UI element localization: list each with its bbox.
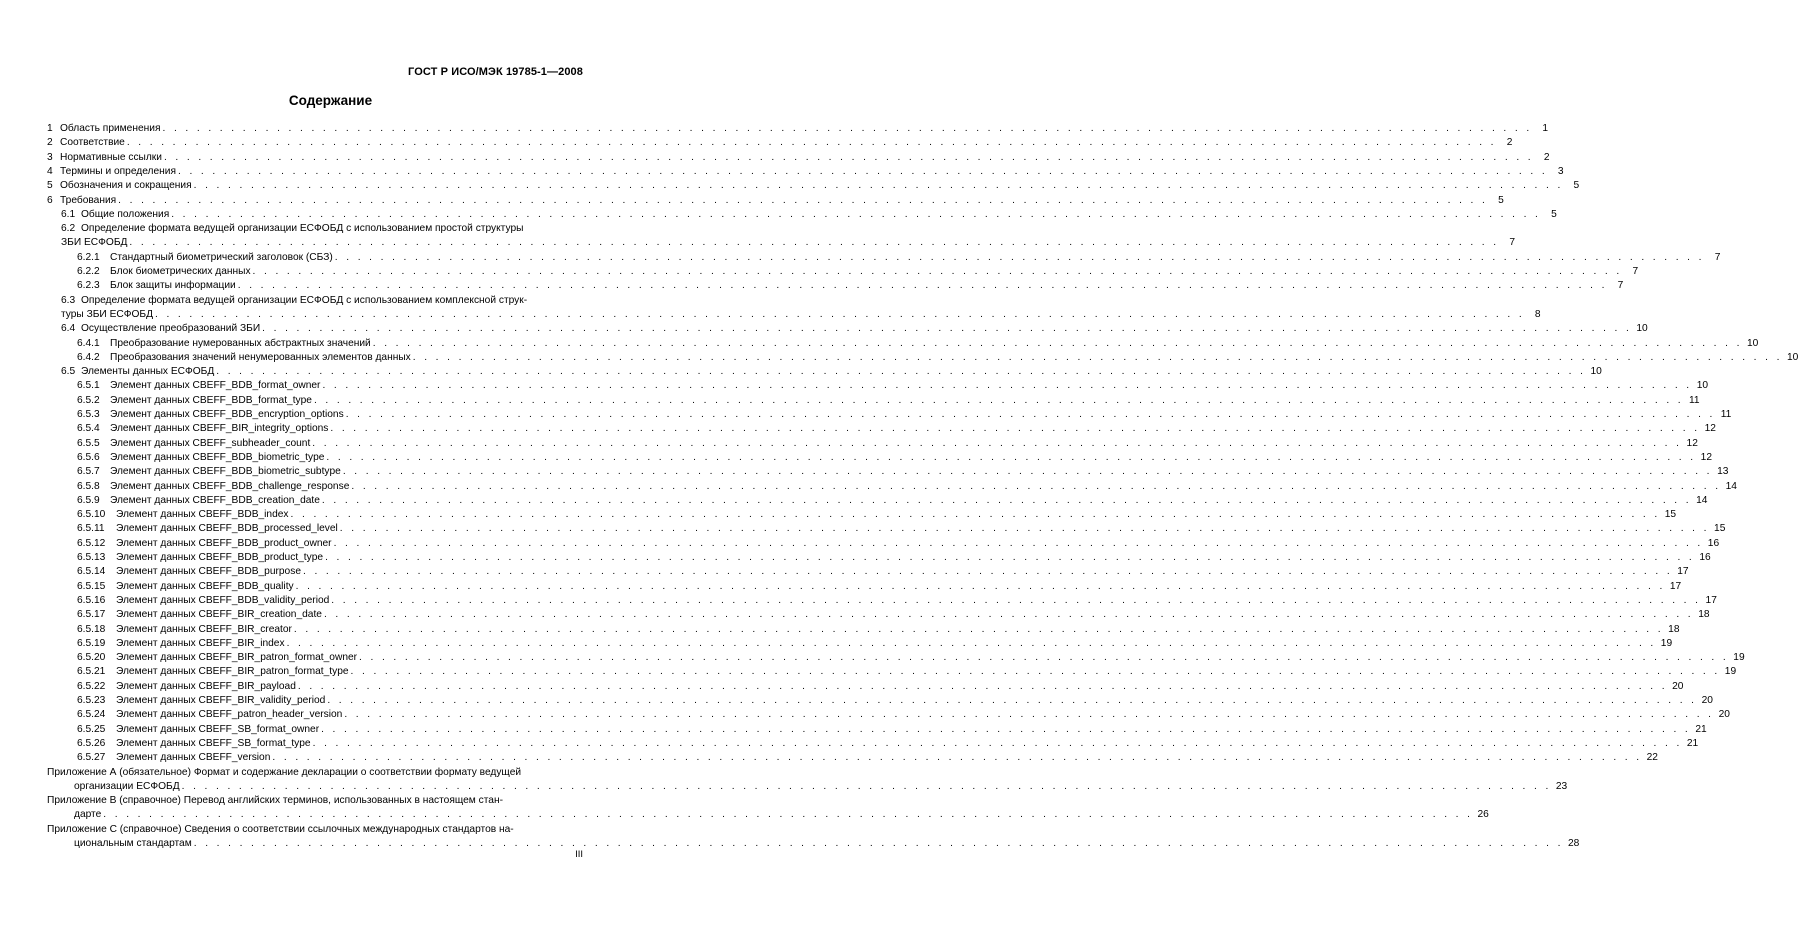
toc-entry-number: 6.5.7 [77, 466, 100, 478]
toc-entry[interactable] [0, 665, 1737, 679]
toc-entry-title: Определение формата ведущей организации ЕСФОБД с использованием простой структуры [81, 223, 524, 235]
toc-entry-title-continuation: ЗБИ ЕСФОБД [61, 237, 128, 249]
toc-entry[interactable] [0, 565, 1689, 579]
toc-entry-number: 6.5.14 [77, 566, 106, 578]
leader-dots: . . . . . . . . . . . . . . . . . . . . . . . . . . . . . . . . . . . . . . . . . . . . . . . . . . . . . . . . . . . . . . . . . . . . . . . . . . . . . . . . . . . . . . . . . . . . . . . . . . . . . . . . . . . . . . . . . . . . . . . . [272, 752, 1642, 764]
leader-dots: . . . . . . . . . . . . . . . . . . . . . . . . . . . . . . . . . . . . . . . . . . . . . . . . . . . . . . . . . . . . . . . . . . . . . . . . . . . . . . . . . . . . . . . . . . . . . . . . . . . . . . . . . . . . . . . . . . . . . . . . [129, 237, 1499, 249]
toc-entry-page: 17 [1705, 594, 1717, 606]
leader-dots: . . . . . . . . . . . . . . . . . . . . . . . . . . . . . . . . . . . . . . . . . . . . . . . . . . . . . . . . . . . . . . . . . . . . . . . . . . . . . . . . . . . . . . . . . . . . . . . . . . . . . . . . . . . . . . . . . . . . . . . . [321, 723, 1691, 735]
leader-dots: . . . . . . . . . . . . . . . . . . . . . . . . . . . . . . . . . . . . . . . . . . . . . . . . . . . . . . . . . . . . . . . . . . . . . . . . . . . . . . . . . . . . . . . . . . . . . . . . . . . . . . . . . . . . . . . . . . . . . . . . [334, 251, 1705, 263]
toc-entry-page: 10 [1786, 351, 1798, 363]
toc-entry-title: Элемент данных CBEFF_BDB_format_type [110, 394, 312, 406]
toc-entry[interactable] [0, 494, 1708, 508]
leader-dots: . . . . . . . . . . . . . . . . . . . . . . . . . . . . . . . . . . . . . . . . . . . . . . . . . . . . . . . . . . . . . . . . . . . . . . . . . . . . . . . . . . . . . . . . . . . . . . . . . . . . . . . . . . . . . . . . . . . . . . . . [351, 480, 1721, 492]
toc-entry-number: 6.4.1 [77, 337, 100, 349]
toc-entry-number: 6.5.21 [77, 666, 106, 678]
toc-entry[interactable] [0, 451, 1712, 465]
toc-entry-title: Приложение В (справочное) Перевод английских терминов, использованных в настоящем стан- [47, 795, 503, 807]
toc-entry-continuation[interactable] [0, 308, 1541, 322]
toc-entry[interactable] [0, 708, 1730, 722]
toc-entry-title: Требования [60, 194, 117, 206]
leader-dots: . . . . . . . . . . . . . . . . . . . . . . . . . . . . . . . . . . . . . . . . . . . . . . . . . . . . . . . . . . . . . . . . . . . . . . . . . . . . . . . . . . . . . . . . . . . . . . . . . . . . . . . . . . . . . . . . . . . . . . . . [216, 366, 1586, 378]
leader-dots: . . . . . . . . . . . . . . . . . . . . . . . . . . . . . . . . . . . . . . . . . . . . . . . . . . . . . . . . . . . . . . . . . . . . . . . . . . . . . . . . . . . . . . . . . . . . . . . . . . . . . . . . . . . . . . . . . . . . . . . . [372, 337, 1743, 349]
toc-entry-title: Элемент данных CBEFF_BDB_creation_date [110, 494, 320, 506]
toc-entry-title: Элемент данных CBEFF_BDB_quality [116, 580, 294, 592]
toc-entry-number: 6.5 [61, 366, 76, 378]
toc-entry[interactable] [0, 580, 1682, 594]
toc-entry-page: 10 [1746, 337, 1759, 349]
toc-entry[interactable] [0, 465, 1729, 479]
toc-entry-number: 6.5.27 [77, 752, 106, 764]
toc-entry-page: 13 [1717, 466, 1729, 478]
toc-entry-page: 16 [1707, 537, 1720, 549]
toc-entry-page: 28 [1567, 838, 1580, 849]
toc-entry-continuation[interactable] [0, 837, 1580, 851]
toc-entry-title: Общие положения [81, 208, 170, 220]
toc-entry-title: Элемент данных CBEFF_BDB_encryption_options [110, 409, 344, 420]
toc-entry-title: Элемент данных CBEFF_BIR_creation_date [116, 609, 322, 621]
toc-entry-number: 6.4.2 [77, 351, 100, 363]
toc-entry-number: 6.5.11 [77, 523, 105, 535]
toc-entry-number: 6.2.3 [77, 280, 100, 292]
toc-entry-number: 6.5.12 [77, 537, 106, 549]
leader-dots: . . . . . . . . . . . . . . . . . . . . . . . . . . . . . . . . . . . . . . . . . . . . . . . . . . . . . . . . . . . . . . . . . . . . . . . . . . . . . . . . . . . . . . . . . . . . . . . . . . . . . . . . . . . . . . . . . . . . . . . . [331, 594, 1701, 606]
toc-entry[interactable] [0, 594, 1717, 608]
toc-entry-page: 7 [1714, 251, 1721, 263]
toc-entry-title: Термины и определения [60, 165, 176, 177]
toc-entry-page: 12 [1700, 451, 1712, 463]
toc-entry-number: 6 [47, 194, 53, 206]
toc-entry-page: 7 [1509, 237, 1515, 249]
toc-entry-number: 6.2.2 [77, 266, 100, 277]
leader-dots: . . . . . . . . . . . . . . . . . . . . . . . . . . . . . . . . . . . . . . . . . . . . . . . . . . . . . . . . . . . . . . . . . . . . . . . . . . . . . . . . . . . . . . . . . . . . . . . . . . . . . . . . . . . . . . . . . . . . . . . . [171, 208, 1541, 220]
toc-entry-title: Осуществление преобразований ЗБИ [81, 323, 261, 335]
leader-dots: . . . . . . . . . . . . . . . . . . . . . . . . . . . . . . . . . . . . . . . . . . . . . . . . . . . . . . . . . . . . . . . . . . . . . . . . . . . . . . . . . . . . . . . . . . . . . . . . . . . . . . . . . . . . . . . . . . . . . . . . [118, 194, 1488, 206]
toc-entry-title-continuation: организации ЕСФОБД [74, 780, 180, 792]
toc-entry-number: 4 [47, 165, 53, 177]
toc-entry-page: 19 [1724, 666, 1737, 678]
toc-entry-title: Приложение С (справочное) Сведения о соответствии ссылочных международных стандартов на- [47, 823, 514, 835]
leader-dots: . . . . . . . . . . . . . . . . . . . . . . . . . . . . . . . . . . . . . . . . . . . . . . . . . . . . . . . . . . . . . . . . . . . . . . . . . . . . . . . . . . . . . . . . . . . . . . . . . . . . . . . . . . . . . . . . . . . . . . . . [154, 308, 1525, 320]
toc-entry-number: 2 [47, 137, 53, 149]
toc-entry[interactable] [0, 508, 1677, 522]
toc-entry-page: 23 [1555, 780, 1568, 792]
toc-entry[interactable] [0, 279, 1624, 293]
leader-dots: . . . . . . . . . . . . . . . . . . . . . . . . . . . . . . . . . . . . . . . . . . . . . . . . . . . . . . . . . . . . . . . . . . . . . . . . . . . . . . . . . . . . . . . . . . . . . . . . . . . . . . . . . . . . . . . . . . . . . . . . [323, 609, 1694, 621]
toc-entry-continuation[interactable] [0, 780, 1568, 794]
leader-dots: . . . . . . . . . . . . . . . . . . . . . . . . . . . . . . . . . . . . . . . . . . . . . . . . . . . . . . . . . . . . . . . . . . . . . . . . . . . . . . . . . . . . . . . . . . . . . . . . . . . . . . . . . . . . . . . . . . . . . . . . [162, 123, 1533, 134]
toc-entry-title: Элемент данных CBEFF_SB_format_owner [116, 723, 320, 735]
leader-dots: . . . . . . . . . . . . . . . . . . . . . . . . . . . . . . . . . . . . . . . . . . . . . . . . . . . . . . . . . . . . . . . . . . . . . . . . . . . . . . . . . . . . . . . . . . . . . . . . . . . . . . . . . . . . . . . . . . . . . . . . [327, 695, 1697, 706]
toc-entry-number: 6.5.25 [77, 723, 106, 735]
toc-entry[interactable] [0, 408, 1732, 422]
toc-entry[interactable] [0, 537, 1720, 551]
toc-entry-number: 5 [47, 180, 53, 192]
toc-entry[interactable] [0, 265, 1639, 279]
leader-dots: . . . . . . . . . . . . . . . . . . . . . . . . . . . . . . . . . . . . . . . . . . . . . . . . . . . . . . . . . . . . . . . . . . . . . . . . . . . . . . . . . . . . . . . . . . . . . . . . . . . . . . . . . . . . . . . . . . . . . . . . [312, 437, 1682, 449]
toc-entry-title: Элемент данных CBEFF_BDB_index [116, 509, 289, 521]
toc-entry[interactable] [0, 365, 1602, 379]
toc-entry-number: 6.5.9 [77, 494, 100, 506]
toc-entry-number: 6.5.4 [77, 423, 100, 435]
toc-entry[interactable] [0, 608, 1710, 622]
toc-entry-page: 11 [1720, 409, 1732, 420]
toc-entry-title: Элемент данных CBEFF_BDB_biometric_type [110, 451, 325, 463]
toc-entry-page: 21 [1695, 723, 1707, 735]
toc-entry-title: Соответствие [60, 137, 125, 149]
leader-dots: . . . . . . . . . . . . . . . . . . . . . . . . . . . . . . . . . . . . . . . . . . . . . . . . . . . . . . . . . . . . . . . . . . . . . . . . . . . . . . . . . . . . . . . . . . . . . . . . . . . . . . . . . . . . . . . . . . . . . . . . [252, 266, 1623, 277]
toc-entry-number: 6.5.6 [77, 451, 100, 463]
toc-entry-number: 6.5.10 [77, 509, 106, 521]
toc-entry[interactable] [0, 737, 1699, 751]
toc-entry-number: 6.1 [61, 208, 76, 220]
toc-entry-page: 15 [1664, 509, 1677, 521]
toc-entry-number: 6.5.13 [77, 552, 106, 563]
leader-dots: . . . . . . . . . . . . . . . . . . . . . . . . . . . . . . . . . . . . . . . . . . . . . . . . . . . . . . . . . . . . . . . . . . . . . . . . . . . . . . . . . . . . . . . . . . . . . . . . . . . . . . . . . . . . . . . . . . . . . . . . [325, 552, 1695, 563]
leader-dots: . . . . . . . . . . . . . . . . . . . . . . . . . . . . . . . . . . . . . . . . . . . . . . . . . . . . . . . . . . . . . . . . . . . . . . . . . . . . . . . . . . . . . . . . . . . . . . . . . . . . . . . . . . . . . . . . . . . . . . . . [293, 623, 1664, 635]
leader-dots: . . . . . . . . . . . . . . . . . . . . . . . . . . . . . . . . . . . . . . . . . . . . . . . . . . . . . . . . . . . . . . . . . . . . . . . . . . . . . . . . . . . . . . . . . . . . . . . . . . . . . . . . . . . . . . . . . . . . . . . . [350, 666, 1721, 678]
leader-dots: . . . . . . . . . . . . . . . . . . . . . . . . . . . . . . . . . . . . . . . . . . . . . . . . . . . . . . . . . . . . . . . . . . . . . . . . . . . . . . . . . . . . . . . . . . . . . . . . . . . . . . . . . . . . . . . . . . . . . . . . [359, 652, 1729, 664]
toc-entry-number: 6.5.2 [77, 394, 100, 406]
leader-dots: . . . . . . . . . . . . . . . . . . . . . . . . . . . . . . . . . . . . . . . . . . . . . . . . . . . . . . . . . . . . . . . . . . . . . . . . . . . . . . . . . . . . . . . . . . . . . . . . . . . . . . . . . . . . . . . . . . . . . . . . [344, 709, 1714, 721]
toc-entry-page: 10 [1696, 380, 1709, 392]
toc-entry-title: Элемент данных CBEFF_BDB_purpose [116, 566, 301, 578]
leader-dots: . . . . . . . . . . . . . . . . . . . . . . . . . . . . . . . . . . . . . . . . . . . . . . . . . . . . . . . . . . . . . . . . . . . . . . . . . . . . . . . . . . . . . . . . . . . . . . . . . . . . . . . . . . . . . . . . . . . . . . . . [177, 165, 1548, 177]
toc-entry[interactable] [0, 322, 1648, 336]
toc-entry-title: Стандартный биометрический заголовок (СБЗ) [110, 251, 333, 263]
toc-entry-page: 20 [1718, 709, 1730, 721]
toc-entry[interactable] [0, 651, 1745, 665]
toc-entry-title: Элемент данных CBEFF_BIR_patron_format_type [116, 666, 349, 678]
toc-entry-title: Область применения [60, 123, 161, 134]
toc-entry-page: 26 [1477, 809, 1489, 821]
toc-entry-number: 6.5.24 [77, 709, 106, 721]
page-title: Содержание [288, 93, 373, 108]
toc-entry-title: Блок биометрических данных [110, 266, 251, 277]
toc-entry-page: 15 [1714, 523, 1726, 535]
leader-dots: . . . . . . . . . . . . . . . . . . . . . . . . . . . . . . . . . . . . . . . . . . . . . . . . . . . . . . . . . . . . . . . . . . . . . . . . . . . . . . . . . . . . . . . . . . . . . . . . . . . . . . . . . . . . . . . . . . . . . . . . [333, 537, 1704, 549]
toc-entry-number: 6.5.18 [77, 623, 106, 635]
toc-entry[interactable] [0, 394, 1700, 408]
toc-entry-title: Элемент данных CBEFF_BIR_creator [116, 623, 292, 635]
toc-entry[interactable] [0, 136, 1513, 150]
toc-entry-page: 21 [1686, 737, 1699, 749]
toc-entry-page: 14 [1725, 480, 1737, 492]
leader-dots: . . . . . . . . . . . . . . . . . . . . . . . . . . . . . . . . . . . . . . . . . . . . . . . . . . . . . . . . . . . . . . . . . . . . . . . . . . . . . . . . . . . . . . . . . . . . . . . . . . . . . . . . . . . . . . . . . . . . . . . . [322, 380, 1693, 392]
toc-entry-title: Нормативные ссылки [60, 151, 162, 163]
toc-entry-page: 11 [1688, 394, 1700, 406]
toc-entry[interactable] [0, 294, 661, 308]
toc-entry-title-continuation: туры ЗБИ ЕСФОБД [61, 308, 153, 320]
leader-dots: . . . . . . . . . . . . . . . . . . . . . . . . . . . . . . . . . . . . . . . . . . . . . . . . . . . . . . . . . . . . . . . . . . . . . . . . . . . . . . . . . . . . . . . . . . . . . . . . . . . . . . . . . . . . . . . . . . . . . . . . [313, 394, 1684, 406]
leader-dots: . . . . . . . . . . . . . . . . . . . . . . . . . . . . . . . . . . . . . . . . . . . . . . . . . . . . . . . . . . . . . . . . . . . . . . . . . . . . . . . . . . . . . . . . . . . . . . . . . . . . . . . . . . . . . . . . . . . . . . . . [297, 680, 1668, 692]
toc-entry-title: Обозначения и сокращения [60, 180, 192, 192]
toc-entry-page: 18 [1668, 623, 1680, 635]
leader-dots: . . . . . . . . . . . . . . . . . . . . . . . . . . . . . . . . . . . . . . . . . . . . . . . . . . . . . . . . . . . . . . . . . . . . . . . . . . . . . . . . . . . . . . . . . . . . . . . . . . . . . . . . . . . . . . . . . . . . . . . . [290, 509, 1661, 521]
toc-entry[interactable] [0, 122, 1549, 136]
toc-entry-continuation[interactable] [0, 808, 1489, 822]
toc-entry-page: 17 [1677, 566, 1689, 578]
page-number: III [575, 849, 583, 860]
toc-entry-title: Элемент данных CBEFF_BDB_processed_level [116, 523, 338, 535]
toc-entry-number: 6.2 [61, 223, 76, 235]
toc-entry-page: 5 [1573, 180, 1580, 192]
leader-dots: . . . . . . . . . . . . . . . . . . . . . . . . . . . . . . . . . . . . . . . . . . . . . . . . . . . . . . . . . . . . . . . . . . . . . . . . . . . . . . . . . . . . . . . . . . . . . . . . . . . . . . . . . . . . . . . . . . . . . . . . [326, 451, 1696, 463]
toc-entry-title: Элемент данных CBEFF_BDB_challenge_response [110, 480, 350, 492]
toc-entry-title-continuation: дарте [74, 809, 102, 821]
leader-dots: . . . . . . . . . . . . . . . . . . . . . . . . . . . . . . . . . . . . . . . . . . . . . . . . . . . . . . . . . . . . . . . . . . . . . . . . . . . . . . . . . . . . . . . . . . . . . . . . . . . . . . . . . . . . . . . . . . . . . . . . [312, 737, 1683, 749]
toc-entry-page: 8 [1534, 308, 1541, 320]
toc-entry[interactable] [0, 480, 1737, 494]
toc-entry[interactable] [0, 751, 1658, 765]
leader-dots: . . . . . . . . . . . . . . . . . . . . . . . . . . . . . . . . . . . . . . . . . . . . . . . . . . . . . . . . . . . . . . . . . . . . . . . . . . . . . . . . . . . . . . . . . . . . . . . . . . . . . . . . . . . . . . . . . . . . . . . . [339, 523, 1710, 535]
toc-entry-page: 7 [1617, 280, 1624, 292]
leader-dots: . . . . . . . . . . . . . . . . . . . . . . . . . . . . . . . . . . . . . . . . . . . . . . . . . . . . . . . . . . . . . . . . . . . . . . . . . . . . . . . . . . . . . . . . . . . . . . . . . . . . . . . . . . . . . . . . . . . . . . . . [295, 580, 1666, 592]
leader-dots: . . . . . . . . . . . . . . . . . . . . . . . . . . . . . . . . . . . . . . . . . . . . . . . . . . . . . . . . . . . . . . . . . . . . . . . . . . . . . . . . . . . . . . . . . . . . . . . . . . . . . . . . . . . . . . . . . . . . . . . . [103, 809, 1473, 821]
toc-entry-page: 16 [1699, 552, 1711, 563]
toc-entry-page: 19 [1733, 652, 1745, 664]
leader-dots: . . . . . . . . . . . . . . . . . . . . . . . . . . . . . . . . . . . . . . . . . . . . . . . . . . . . . . . . . . . . . . . . . . . . . . . . . . . . . . . . . . . . . . . . . . . . . . . . . . . . . . . . . . . . . . . . . . . . . . . . [321, 494, 1692, 506]
toc-entry[interactable] [0, 208, 1557, 222]
toc-entry-title: Элемент данных CBEFF_BDB_format_owner [110, 380, 321, 392]
toc-entry-title: Элемент данных CBEFF_BDB_product_owner [116, 537, 332, 549]
toc-entry-title: Определение формата ведущей организации ЕСФОБД с использованием комплексной струк- [81, 294, 528, 306]
toc-entry-page: 20 [1701, 695, 1713, 706]
toc-entry-page: 1 [1542, 123, 1549, 134]
toc-entry[interactable] [0, 379, 1709, 393]
toc-entry-page: 22 [1646, 752, 1658, 764]
toc-entry-continuation[interactable] [0, 236, 1515, 250]
toc-entry[interactable] [0, 222, 661, 236]
toc-entry-page: 2 [1506, 137, 1513, 149]
toc-entry-title-continuation: циональным стандартам [74, 838, 192, 849]
leader-dots: . . . . . . . . . . . . . . . . . . . . . . . . . . . . . . . . . . . . . . . . . . . . . . . . . . . . . . . . . . . . . . . . . . . . . . . . . . . . . . . . . . . . . . . . . . . . . . . . . . . . . . . . . . . . . . . . . . . . . . . . [181, 780, 1552, 792]
leader-dots: . . . . . . . . . . . . . . . . . . . . . . . . . . . . . . . . . . . . . . . . . . . . . . . . . . . . . . . . . . . . . . . . . . . . . . . . . . . . . . . . . . . . . . . . . . . . . . . . . . . . . . . . . . . . . . . . . . . . . . . . [302, 566, 1673, 578]
toc-entry[interactable] [0, 251, 1721, 265]
toc-entry[interactable] [0, 637, 1673, 651]
toc-entry[interactable] [0, 623, 1680, 637]
toc-entry[interactable] [0, 337, 1759, 351]
leader-dots: . . . . . . . . . . . . . . . . . . . . . . . . . . . . . . . . . . . . . . . . . . . . . . . . . . . . . . . . . . . . . . . . . . . . . . . . . . . . . . . . . . . . . . . . . . . . . . . . . . . . . . . . . . . . . . . . . . . . . . . . [330, 423, 1700, 435]
toc-entry[interactable] [0, 165, 1564, 179]
toc-entry-number: 6.5.19 [77, 637, 106, 649]
toc-entry-title: Элемент данных CBEFF_SB_format_type [116, 737, 311, 749]
toc-entry[interactable] [0, 194, 1504, 208]
toc-entry-title: Блок защиты информации [110, 280, 236, 292]
toc-entry-page: 19 [1660, 637, 1673, 649]
toc-entry[interactable] [0, 422, 1716, 436]
leader-dots: . . . . . . . . . . . . . . . . . . . . . . . . . . . . . . . . . . . . . . . . . . . . . . . . . . . . . . . . . . . . . . . . . . . . . . . . . . . . . . . . . . . . . . . . . . . . . . . . . . . . . . . . . . . . . . . . . . . . . . . . [342, 466, 1713, 478]
toc-entry-page: 5 [1498, 194, 1504, 206]
toc-entry-number: 6.5.5 [77, 437, 100, 449]
toc-entry-page: 2 [1543, 151, 1550, 163]
leader-dots: . . . . . . . . . . . . . . . . . . . . . . . . . . . . . . . . . . . . . . . . . . . . . . . . . . . . . . . . . . . . . . . . . . . . . . . . . . . . . . . . . . . . . . . . . . . . . . . . . . . . . . . . . . . . . . . . . . . . . . . . [126, 137, 1497, 149]
toc-entry-page: 7 [1632, 266, 1639, 277]
toc-entry-page: 18 [1698, 609, 1710, 621]
toc-entry[interactable] [0, 680, 1684, 694]
toc-entry-title: Элемент данных CBEFF_BIR_patron_format_owner [116, 652, 358, 664]
leader-dots: . . . . . . . . . . . . . . . . . . . . . . . . . . . . . . . . . . . . . . . . . . . . . . . . . . . . . . . . . . . . . . . . . . . . . . . . . . . . . . . . . . . . . . . . . . . . . . . . . . . . . . . . . . . . . . . . . . . . . . . . [237, 280, 1608, 292]
leader-dots: . . . . . . . . . . . . . . . . . . . . . . . . . . . . . . . . . . . . . . . . . . . . . . . . . . . . . . . . . . . . . . . . . . . . . . . . . . . . . . . . . . . . . . . . . . . . . . . . . . . . . . . . . . . . . . . . . . . . . . . . [163, 151, 1534, 163]
toc-entry-number: 1 [47, 123, 53, 134]
toc-entry-page: 20 [1672, 680, 1684, 692]
toc-entry-title: Элементы данных ЕСФОБД [81, 366, 215, 378]
toc-entry-title: Элемент данных CBEFF_subheader_count [110, 437, 311, 449]
toc-entry-page: 12 [1704, 423, 1716, 435]
toc-entry-page: 3 [1557, 165, 1564, 177]
toc-entry-title: Элемент данных CBEFF_patron_header_version [116, 709, 343, 721]
leader-dots: . . . . . . . . . . . . . . . . . . . . . . . . . . . . . . . . . . . . . . . . . . . . . . . . . . . . . . . . . . . . . . . . . . . . . . . . . . . . . . . . . . . . . . . . . . . . . . . . . . . . . . . . . . . . . . . . . . . . . . . . [412, 351, 1783, 363]
toc-entry[interactable] [0, 151, 1550, 165]
toc-entry[interactable] [0, 437, 1698, 451]
toc-entry-number: 6.5.8 [77, 480, 100, 492]
toc-entry-number: 6.5.20 [77, 652, 106, 664]
toc-entry-title: Элемент данных CBEFF_BIR_payload [116, 680, 296, 692]
toc-entry-title: Приложение А (обязательное) Формат и содержание декларации о соответствии формату ведущей [47, 766, 522, 778]
toc-entry[interactable] [0, 179, 1580, 193]
toc-entry[interactable] [0, 351, 1798, 365]
toc-entry-number: 6.5.15 [77, 580, 106, 592]
toc-entry-number: 6.5.23 [77, 695, 106, 706]
toc-entry-title: Элемент данных CBEFF_BIR_integrity_options [110, 423, 329, 435]
toc-entry-number: 6.2.1 [77, 251, 100, 263]
toc-entry-number: 6.5.22 [77, 680, 106, 692]
toc-entry-number: 6.5.16 [77, 594, 106, 606]
toc-entry-page: 10 [1590, 366, 1602, 378]
toc-entry-title: Элемент данных CBEFF_BDB_biometric_subtype [110, 466, 341, 478]
toc-entry-title: Элемент данных CBEFF_version [116, 752, 271, 764]
leader-dots: . . . . . . . . . . . . . . . . . . . . . . . . . . . . . . . . . . . . . . . . . . . . . . . . . . . . . . . . . . . . . . . . . . . . . . . . . . . . . . . . . . . . . . . . . . . . . . . . . . . . . . . . . . . . . . . . . . . . . . . . [262, 323, 1632, 335]
toc-entry-page: 5 [1551, 208, 1557, 220]
toc-entry-title: Элемент данных CBEFF_BDB_validity_period [116, 594, 330, 606]
toc-entry-number: 6.5.26 [77, 737, 106, 749]
toc-entry[interactable] [0, 694, 1713, 708]
toc-entry-page: 17 [1669, 580, 1682, 592]
toc-entry-number: 3 [47, 151, 53, 163]
toc-entry[interactable] [0, 766, 661, 780]
toc-entry-number: 6.4 [61, 323, 76, 335]
toc-entry-number: 6.3 [61, 294, 76, 306]
toc-entry-page: 12 [1686, 437, 1698, 449]
toc-entry-title: Элемент данных CBEFF_BIR_index [116, 637, 285, 649]
toc-entry[interactable] [0, 823, 661, 837]
toc-entry-title: Элемент данных CBEFF_BIR_validity_period [116, 695, 326, 706]
toc-entry[interactable] [0, 551, 1711, 565]
toc-entry-title: Элемент данных CBEFF_BDB_product_type [116, 552, 324, 563]
toc-entry[interactable] [0, 794, 661, 808]
toc-entry-number: 6.5.3 [77, 409, 100, 420]
leader-dots: . . . . . . . . . . . . . . . . . . . . . . . . . . . . . . . . . . . . . . . . . . . . . . . . . . . . . . . . . . . . . . . . . . . . . . . . . . . . . . . . . . . . . . . . . . . . . . . . . . . . . . . . . . . . . . . . . . . . . . . . [286, 637, 1657, 649]
toc-entry-title: Преобразование нумерованных абстрактных значений [110, 337, 371, 349]
leader-dots: . . . . . . . . . . . . . . . . . . . . . . . . . . . . . . . . . . . . . . . . . . . . . . . . . . . . . . . . . . . . . . . . . . . . . . . . . . . . . . . . . . . . . . . . . . . . . . . . . . . . . . . . . . . . . . . . . . . . . . . . [193, 180, 1564, 192]
leader-dots: . . . . . . . . . . . . . . . . . . . . . . . . . . . . . . . . . . . . . . . . . . . . . . . . . . . . . . . . . . . . . . . . . . . . . . . . . . . . . . . . . . . . . . . . . . . . . . . . . . . . . . . . . . . . . . . . . . . . . . . . [345, 409, 1716, 420]
toc-entry[interactable] [0, 723, 1707, 737]
leader-dots: . . . . . . . . . . . . . . . . . . . . . . . . . . . . . . . . . . . . . . . . . . . . . . . . . . . . . . . . . . . . . . . . . . . . . . . . . . . . . . . . . . . . . . . . . . . . . . . . . . . . . . . . . . . . . . . . . . . . . . . . [193, 838, 1564, 849]
toc-entry-title: Преобразования значений ненумерованных элементов данных [110, 351, 411, 363]
toc-entry-page: 14 [1696, 494, 1708, 506]
document-code: ГОСТ Р ИСО/МЭК 19785-1—2008 [408, 66, 583, 78]
toc-entry-page: 10 [1636, 323, 1648, 335]
toc-entry-number: 6.5.1 [77, 380, 100, 392]
toc-entry[interactable] [0, 522, 1726, 536]
toc-entry-number: 6.5.17 [77, 609, 106, 621]
